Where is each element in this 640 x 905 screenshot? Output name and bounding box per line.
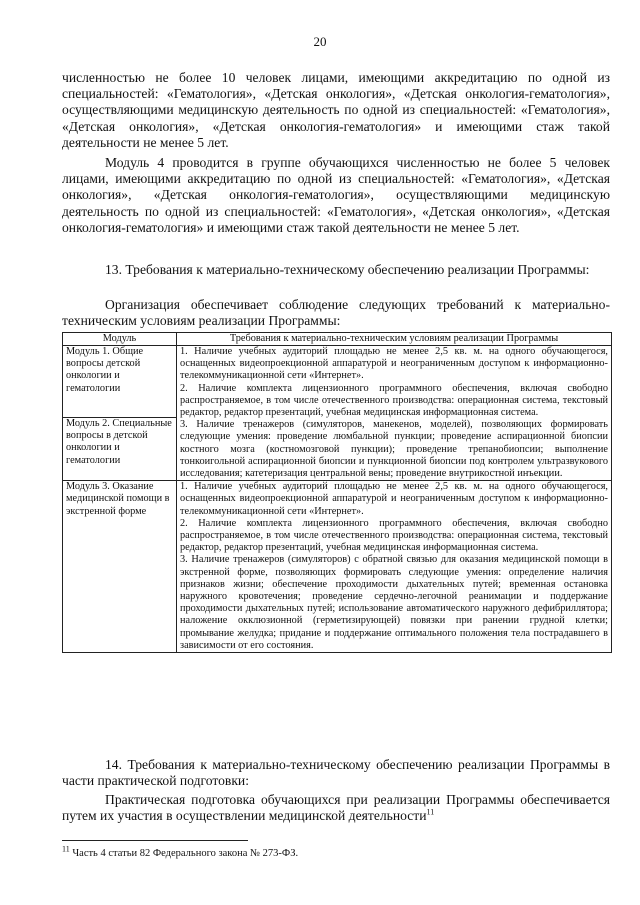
paragraph-text: Практическая подготовка обучающихся при реализации Программы обеспечивается путем их участия в осуществлении медицинской деятельности bbox=[62, 792, 610, 824]
requirement-item: 3. Наличие тренажеров (симуляторов) с обратной связью для оказания медицинской помощи в экстренной форме, позволяющих формировать следующие умения: определение наличия признаков жизни; обеспечение проходимости дыхательных путей; временная остановка наружного кровотечения; проведение сердечно-легочной реанимации и поддержание проходимости дыхательных путей; использование автоматического наружного дефибриллятора; наложение окклюзионной (герметизирующей) повязки при ранении грудной клетки; промывание желудка; придание и поддержание оптимального положения тела пострадавшего в зависимости от его состояния. bbox=[180, 554, 608, 651]
footnote-separator bbox=[62, 840, 248, 841]
footnote-ref: 11 bbox=[426, 807, 435, 817]
paragraph-practical bbox=[62, 792, 610, 824]
requirements-cell bbox=[177, 346, 612, 481]
table-row bbox=[63, 346, 612, 481]
paragraph-text: 13. Требования к материально-техническому обеспечению реализации Программы: bbox=[105, 262, 590, 277]
paragraph-module-4 bbox=[62, 155, 610, 236]
requirements-table bbox=[62, 332, 612, 653]
paragraph-continued bbox=[62, 70, 610, 151]
header-requirements: Требования к материально-техническим условиям реализации Программы bbox=[177, 333, 612, 346]
module-cell bbox=[63, 346, 177, 481]
paragraph-with-footnote bbox=[62, 792, 610, 824]
requirements-cell bbox=[177, 481, 612, 653]
table-row bbox=[63, 481, 612, 653]
paragraph-text: Модуль 4 проводится в группе обучающихся численностью не более 5 человек лицами, имеющими аккредитацию по одной из специальностей: «Гематология», «Детская онкология», «Детская онкология-гематология», осуществляющими медицинскую деятельность по одной из специальностей: «Гематология», «Детская онкология», «Детская онкология-гематология» и имеющими стаж такой деятельности не менее 5 лет. bbox=[62, 155, 610, 235]
section-14-heading bbox=[62, 757, 610, 789]
requirement-item: 2. Наличие комплекта лицензионного программного обеспечения, включая свободно распространяемое, в том числе отечественного производства: операционная система, текстовый редактор, редактор презентаций, учебная медицинская информационная система. bbox=[180, 517, 608, 554]
module-2-label: Модуль 2. Специальные вопросы в детской онкологии и гематологии bbox=[63, 417, 176, 467]
footnote-text: Часть 4 статьи 82 Федерального закона № 273-ФЗ. bbox=[69, 848, 299, 859]
paragraph-organization bbox=[62, 297, 610, 329]
section-13-heading bbox=[62, 262, 610, 278]
requirement-item: 3. Наличие тренажеров (симуляторов, манекенов, моделей), позволяющих формировать следующие умения: проведение люмбальной пункции; проведение аспирационной биопсии костного мозга (костномозговой пункции); проведение трепанобиопсии; выполнение тонкоигольной аспирационной биопсии и пункционной биопсии под контролем ультразвукового исследования; катетеризация центральной вены; проведение внутрикостной инъекции. bbox=[180, 419, 608, 480]
requirement-item: 1. Наличие учебных аудиторий площадью не менее 2,5 кв. м. на одного обучающегося, оснащенных видеопроекционной аппаратурой и неограниченным доступом к информационно-телекоммуникационной сети «Интернет». bbox=[180, 346, 608, 382]
footnote-number: 11 bbox=[62, 844, 70, 854]
paragraph-text: Организация обеспечивает соблюдение следующих требований к материально-техническим условиям реализации Программы: bbox=[62, 297, 610, 329]
requirement-item: 1. Наличие учебных аудиторий площадью не менее 2,5 кв. м. на одного обучающегося, оснащенных видеопроекционной аппаратурой и неограниченным доступом к информационно-телекоммуникационной сети «Интернет». bbox=[180, 481, 608, 517]
requirement-item: 2. Наличие комплекта лицензионного программного обеспечения, включая свободно распространяемое, в том числе отечественного производства: операционная система, текстовый редактор, редактор презентаций, учебная медицинская информационная система. bbox=[180, 382, 608, 419]
page-number: 20 bbox=[313, 34, 327, 49]
footnote bbox=[62, 844, 610, 860]
table-header-row bbox=[63, 333, 612, 346]
paragraph-text: 14. Требования к материально-техническому обеспечению реализации Программы в части практической подготовки: bbox=[62, 757, 610, 789]
module-cell bbox=[63, 481, 177, 653]
paragraph-text: численностью не более 10 человек лицами, имеющими аккредитацию по одной из специальностей: «Гематология», «Детская онкология», «Детская онкология-гематология», осуществляющими медицинскую деятельность по одной из специальностей: «Гематология», «Детская онкология», «Детская онкология-гематология» и имеющими стаж такой деятельности не менее 5 лет. bbox=[62, 70, 610, 150]
header-module: Модуль bbox=[63, 333, 177, 346]
module-1-label: Модуль 1. Общие вопросы детской онкологии и гематологии bbox=[66, 346, 144, 394]
module-3-label: Модуль 3. Оказание медицинской помощи в экстренной форме bbox=[66, 481, 170, 517]
